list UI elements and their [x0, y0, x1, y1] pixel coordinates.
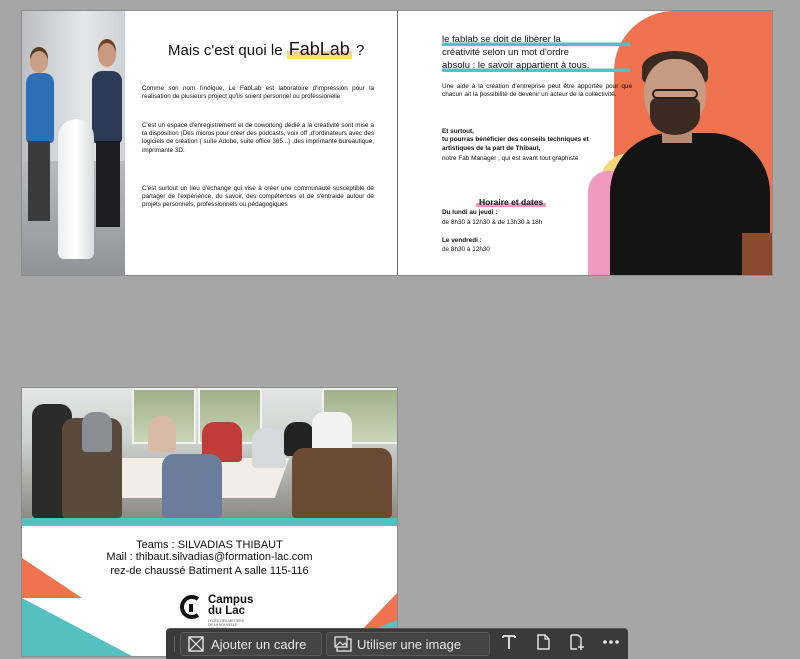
- text-icon[interactable]: [500, 633, 518, 651]
- friday-label: Le vendredi :: [442, 237, 482, 244]
- intro-paragraph: Comme son nom l'indique, Le FabLab est laboratoire d'impression pour la realisation de plusieurs project qu'ils soient personnel ou professionelle: [142, 85, 374, 101]
- coworking-paragraph: C'est un espace d'enregistrement et de coworking dédié a la créativité sont mise a ta disposition (Des micros pour créer des podcasts, voix off ,d'ordinateurs avec des logiciels de création ( suite Adobe, suite office 365...) ,des imprimante bureautique, imprimante 3D.: [142, 122, 374, 154]
- add-frame-button[interactable]: Ajouter un cadre: [180, 632, 322, 656]
- horaire-heading: Horaire et dates: [476, 197, 546, 207]
- brochure-spread[interactable]: [22, 11, 772, 275]
- page-fold: [397, 11, 398, 275]
- friday-hours: de 8h30 à 12h30: [442, 246, 490, 253]
- title-highlight: FabLab: [288, 39, 350, 59]
- image-icon: [334, 636, 352, 652]
- more-icon[interactable]: [602, 633, 620, 651]
- location-text: rez-de chaussé Batiment A salle 115-116: [110, 565, 309, 577]
- mail-contact: Mail : thibaut.silvadias@formation-lac.com: [106, 551, 313, 563]
- use-image-button[interactable]: Utiliser une image: [326, 632, 490, 656]
- weekday-hours: de 8h30 à 12h30 & de 13h30 à 18h: [442, 219, 543, 226]
- conseils-line: tu pourras bénéficier des conseils techniques et: [442, 136, 589, 143]
- campus-logo-icon: [178, 594, 204, 620]
- teal-band: [22, 518, 397, 526]
- orange-corner-left: [22, 558, 82, 598]
- weekday-label: Du lundi au jeudi :: [442, 209, 498, 216]
- page-icon[interactable]: [534, 633, 552, 651]
- motto-quote: le fablab se doit de libèrer la créativité selon un mot d'ordre absolu : le savoir appartient à tous.: [442, 33, 630, 72]
- frame-icon: [188, 636, 204, 652]
- fablab-photo: [22, 11, 125, 275]
- fab-manager-line: notre Fab Manager , qui est avant tout graphiste: [442, 155, 579, 162]
- teams-contact: Teams : SILVADIAS THIBAUT: [136, 539, 283, 551]
- campus-logo-subtitle: LYCÉE DES MÉTIERS DE LA NOUVELLE: [208, 619, 244, 627]
- teal-corner-left: [22, 598, 132, 656]
- back-cover-page[interactable]: [22, 388, 397, 656]
- add-page-icon[interactable]: [568, 633, 586, 651]
- floating-toolbar: [166, 628, 628, 659]
- workshop-photo: [22, 388, 397, 518]
- thibaut-line: artistiques de la part de Thibaut,: [442, 145, 541, 152]
- surtout-line: Et surtout,: [442, 128, 474, 135]
- page-title: Mais c'est quoi le FabLab ?: [168, 39, 365, 59]
- campus-logo-text: Campus du Lac: [208, 594, 254, 617]
- community-paragraph: C'est surtout un lieu d'échange qui vise à créer une communauté susceptible de partager de l'expérience, du savoir, des compétences et de s'entraide autour de projets personnels, professionnels ou pédagogiques: [142, 185, 374, 209]
- aid-paragraph: Une aide à la création d'entreprise peut être apportée pour que chacun ait la possibilité de devenir un acteur de la collectivité.: [442, 83, 632, 98]
